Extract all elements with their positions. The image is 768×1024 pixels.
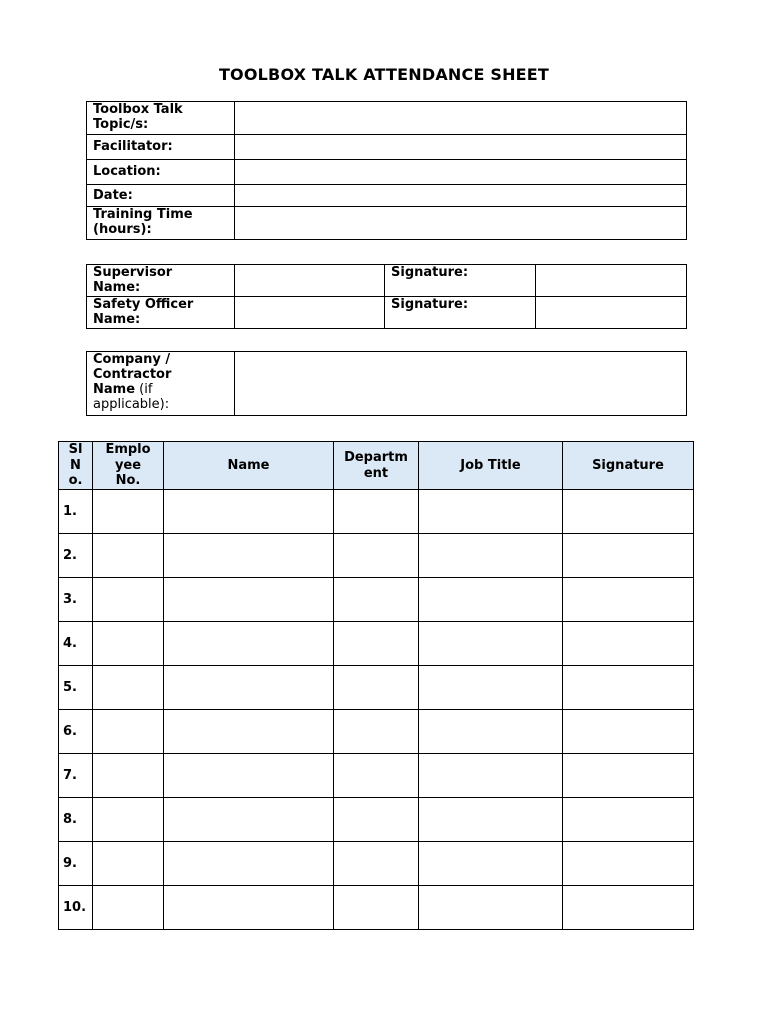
date-label: Date:: [87, 185, 235, 207]
supervisor-table: [86, 264, 687, 329]
header-employee-no: Emplo yee No.: [93, 442, 164, 490]
department-cell[interactable]: [334, 842, 419, 886]
location-field[interactable]: [235, 160, 687, 185]
department-cell[interactable]: [334, 710, 419, 754]
training-time-label: Training Time (hours):: [87, 207, 235, 240]
company-table: [86, 351, 687, 416]
department-cell[interactable]: [334, 490, 419, 534]
row-number: 8.: [59, 798, 93, 842]
department-cell[interactable]: [334, 534, 419, 578]
employee-no-cell[interactable]: [93, 710, 164, 754]
row-number: 9.: [59, 842, 93, 886]
job-title-cell[interactable]: [419, 490, 563, 534]
row-number: 4.: [59, 622, 93, 666]
topic-label: Toolbox Talk Topic/s:: [87, 102, 235, 135]
job-title-cell[interactable]: [419, 798, 563, 842]
safety-officer-name-field[interactable]: [235, 297, 385, 329]
employee-no-cell[interactable]: [93, 622, 164, 666]
signature-cell[interactable]: [563, 534, 694, 578]
row-number: 5.: [59, 666, 93, 710]
signature-cell[interactable]: [563, 622, 694, 666]
facilitator-label: Facilitator:: [87, 135, 235, 160]
job-title-cell[interactable]: [419, 622, 563, 666]
signature-cell[interactable]: [563, 886, 694, 930]
page-title: TOOLBOX TALK ATTENDANCE SHEET: [218, 65, 550, 84]
name-cell[interactable]: [164, 578, 334, 622]
header-job-title: Job Title: [419, 442, 563, 490]
employee-no-cell[interactable]: [93, 534, 164, 578]
supervisor-name-label: Supervisor Name:: [87, 265, 235, 297]
signature-cell[interactable]: [563, 666, 694, 710]
job-title-cell[interactable]: [419, 710, 563, 754]
safety-officer-signature-field[interactable]: [536, 297, 687, 329]
row-number: 7.: [59, 754, 93, 798]
table-row: [59, 710, 694, 754]
name-cell[interactable]: [164, 710, 334, 754]
employee-no-cell[interactable]: [93, 666, 164, 710]
name-cell[interactable]: [164, 886, 334, 930]
signature-cell[interactable]: [563, 842, 694, 886]
name-cell[interactable]: [164, 666, 334, 710]
name-cell[interactable]: [164, 534, 334, 578]
facilitator-field[interactable]: [235, 135, 687, 160]
signature-cell[interactable]: [563, 578, 694, 622]
table-row: [59, 886, 694, 930]
name-cell[interactable]: [164, 798, 334, 842]
header-name: Name: [164, 442, 334, 490]
job-title-cell[interactable]: [419, 886, 563, 930]
department-cell[interactable]: [334, 578, 419, 622]
safety-officer-name-label: Safety Officer Name:: [87, 297, 235, 329]
employee-no-cell[interactable]: [93, 798, 164, 842]
header-department: Departm ent: [334, 442, 419, 490]
signature-cell[interactable]: [563, 710, 694, 754]
header-sl-no: Sl N o.: [59, 442, 93, 490]
table-row: [59, 622, 694, 666]
job-title-cell[interactable]: [419, 842, 563, 886]
company-field[interactable]: [235, 352, 687, 416]
row-number: 2.: [59, 534, 93, 578]
employee-no-cell[interactable]: [93, 754, 164, 798]
row-number: 3.: [59, 578, 93, 622]
name-cell[interactable]: [164, 842, 334, 886]
safety-officer-signature-label: Signature:: [385, 297, 536, 329]
job-title-cell[interactable]: [419, 578, 563, 622]
job-title-cell[interactable]: [419, 754, 563, 798]
department-cell[interactable]: [334, 798, 419, 842]
supervisor-signature-field[interactable]: [536, 265, 687, 297]
name-cell[interactable]: [164, 490, 334, 534]
employee-no-cell[interactable]: [93, 886, 164, 930]
date-field[interactable]: [235, 185, 687, 207]
location-label: Location:: [87, 160, 235, 185]
table-row: [59, 666, 694, 710]
talk-info-table: [86, 101, 687, 240]
supervisor-name-field[interactable]: [235, 265, 385, 297]
table-row: [59, 798, 694, 842]
topic-field[interactable]: [235, 102, 687, 135]
signature-cell[interactable]: [563, 754, 694, 798]
employee-no-cell[interactable]: [93, 578, 164, 622]
department-cell[interactable]: [334, 622, 419, 666]
job-title-cell[interactable]: [419, 534, 563, 578]
company-label: Company / Contractor Name (if applicable):: [87, 352, 235, 416]
department-cell[interactable]: [334, 886, 419, 930]
table-row: [59, 842, 694, 886]
header-signature: Signature: [563, 442, 694, 490]
employee-no-cell[interactable]: [93, 842, 164, 886]
row-number: 1.: [59, 490, 93, 534]
table-row: [59, 578, 694, 622]
signature-cell[interactable]: [563, 490, 694, 534]
supervisor-signature-label: Signature:: [385, 265, 536, 297]
training-time-field[interactable]: [235, 207, 687, 240]
job-title-cell[interactable]: [419, 666, 563, 710]
row-number: 6.: [59, 710, 93, 754]
row-number: 10.: [59, 886, 93, 930]
employee-no-cell[interactable]: [93, 490, 164, 534]
name-cell[interactable]: [164, 622, 334, 666]
department-cell[interactable]: [334, 666, 419, 710]
signature-cell[interactable]: [563, 798, 694, 842]
name-cell[interactable]: [164, 754, 334, 798]
attendance-table: [58, 441, 694, 930]
table-row: [59, 534, 694, 578]
table-row: [59, 490, 694, 534]
department-cell[interactable]: [334, 754, 419, 798]
table-row: [59, 754, 694, 798]
